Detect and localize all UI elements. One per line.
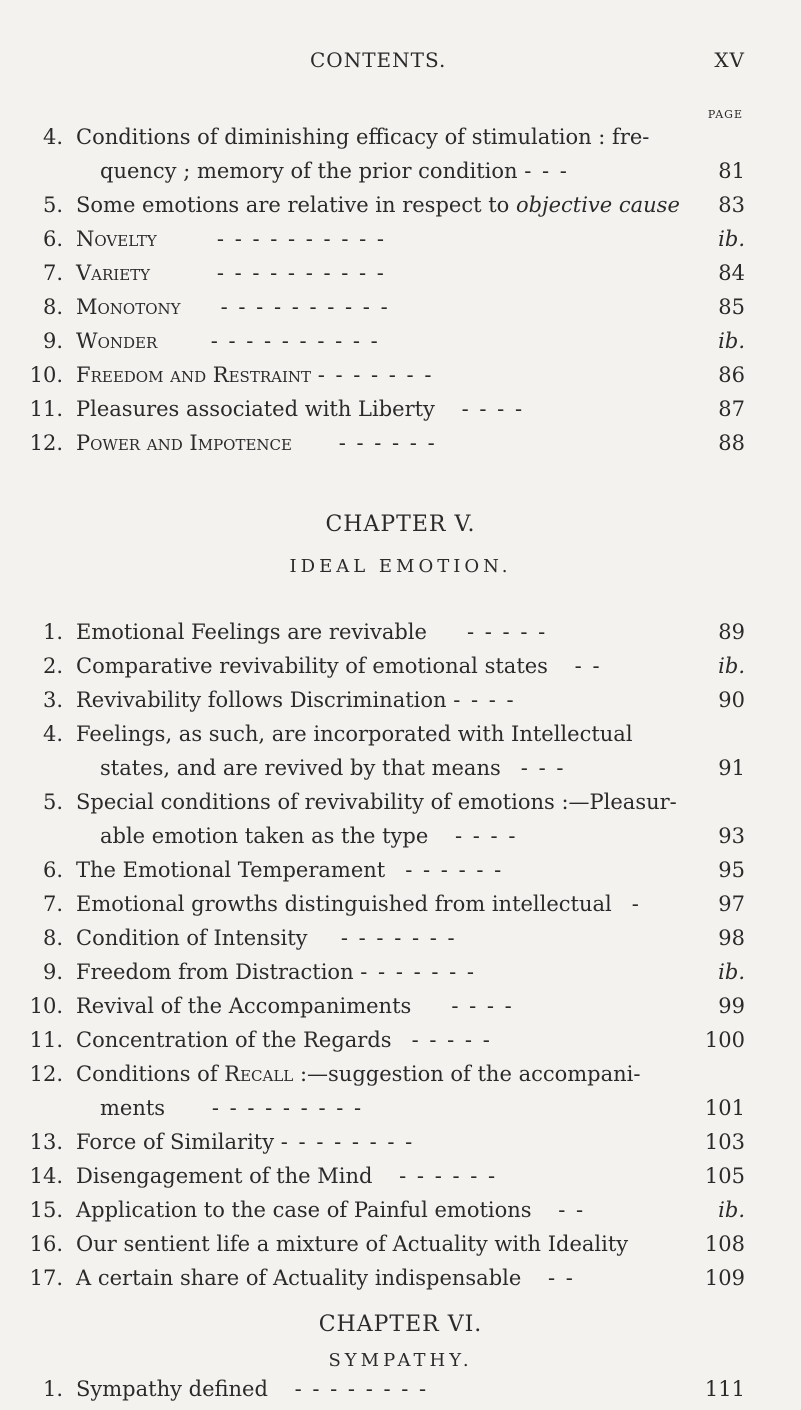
entry-text: Application to the case of Painful emotions [76,1198,532,1222]
entry-text-continued: able emotion taken as the type [100,824,429,848]
entry-number: 11. [29,1028,63,1052]
entry-text: Emotional Feelings are revivable [76,620,427,644]
entry-number: 1. [42,1377,63,1401]
entry-text: Wonder [76,329,158,353]
entry-text-italic: objective cause [515,193,680,217]
leader-dots: - - - - - - - [340,926,457,950]
entry-number: 1. [42,620,63,644]
entry-page: ib. [718,1198,745,1222]
entry-page: 81 [718,159,745,183]
entry-text-continued: ments [100,1096,166,1120]
leader-dots: - - - - - - - - - - [220,295,390,319]
entry-number: 5. [42,193,63,217]
entry-page: 108 [704,1232,745,1256]
leader-dots: - - - - [461,397,525,421]
entry-number: 5. [42,790,63,814]
entry-text: Feelings, as such, are incorporated with Intellectual [76,722,633,746]
entry-page: 93 [718,824,745,848]
entry-text: A certain share of Actuality indispensable [76,1266,522,1290]
entry-number: 6. [42,227,63,251]
leader-dots: - - - - - - [399,1164,498,1188]
entry-number: 8. [42,926,63,950]
leader-dots: - - - - - - [338,431,437,455]
chapter-heading: CHAPTER VI. [318,1312,483,1337]
leader-dots: - - - - - - - [317,363,434,387]
entry-page: 87 [718,397,745,421]
entry-text: Novelty [76,227,157,251]
entry-text-post: :—suggestion of the accompani- [293,1062,641,1086]
entry-page: 100 [704,1028,745,1052]
entry-page: 101 [704,1096,745,1120]
leader-dots: - - - [524,159,569,183]
entry-text: Freedom from Distraction [76,960,354,984]
entry-number: 17. [29,1266,63,1290]
leader-dots: - - - - [451,994,514,1018]
entry-text: Concentration of the Regards [76,1028,392,1052]
entry-number: 15. [29,1198,63,1222]
entry-page: 91 [718,756,745,780]
entry-number: 11. [29,397,63,421]
entry-text: Monotony [76,295,181,319]
leader-dots: - - - - - - [405,858,504,882]
entry-number: 13. [29,1130,63,1154]
entry-number: 9. [42,960,63,984]
page-number: XV [714,48,745,72]
leader-dots: - - - - - - - - - - [216,227,386,251]
entry-text: Revival of the Accompaniments [76,994,412,1018]
entry-page: 98 [718,926,745,950]
leader-dots: - - [574,654,602,678]
entry-number: 12. [29,1062,63,1086]
chapter-heading: CHAPTER V. [325,512,476,537]
leader-dots: - - - - - - - - [280,1130,415,1154]
running-title: CONTENTS. [310,48,447,72]
entry-page: 97 [718,892,745,916]
entry-number: 2. [42,654,63,678]
entry-text: Some emotions are relative in respect to [76,193,516,217]
leader-dots: - - [558,1198,586,1222]
entry-page: ib. [718,960,745,984]
entry-number: 12. [29,431,63,455]
entry-number: 10. [29,363,63,387]
leader-dots: - - - - - - - - - - [210,329,380,353]
leader-dots: - - - - [455,824,518,848]
entry-number: 14. [29,1164,63,1188]
entry-page: 83 [718,193,745,217]
leader-dots: - - - - [453,688,516,712]
entry-number: 8. [42,295,63,319]
entry-text: Variety [76,261,151,285]
entry-number: 6. [42,858,63,882]
entry-text: Our sentient life a mixture of Actuality with Ideality [76,1232,629,1256]
entry-page: 88 [718,431,745,455]
entry-page: 95 [718,858,745,882]
entry-page: 85 [718,295,745,319]
entry-text-smallcaps: Recall [224,1062,294,1086]
entry-number: 10. [29,994,63,1018]
entry-text: Freedom and Restraint [76,363,312,387]
entry-text: Force of Similarity [76,1130,275,1154]
entry-text: Conditions of diminishing efficacy of stimulation : fre- [76,125,650,149]
entry-page: ib. [718,654,745,678]
entry-page: ib. [718,227,745,251]
chapter-subtitle: SYMPATHY. [328,1350,473,1371]
entry-text: Special conditions of revivability of emotions :—Pleasur- [76,790,677,814]
entry-text: Disengagement of the Mind [76,1164,373,1188]
entry-page: 111 [704,1377,745,1401]
entry-text: The Emotional Temperament [76,858,386,882]
entry-page: 99 [718,994,745,1018]
entry-number: 4. [42,722,63,746]
leader-dots: - - - - - - - [360,960,477,984]
leader-dots: - - - - - [467,620,548,644]
entry-text: Sympathy defined [76,1377,268,1401]
entry-page: 90 [718,688,745,712]
leader-dots: - [631,892,641,916]
entry-page: 109 [704,1266,745,1290]
entry-text: Emotional growths distinguished from intellectual [76,892,612,916]
entry-text: Conditions of [76,1062,225,1086]
entry-page: ib. [718,329,745,353]
entry-page: 89 [718,620,745,644]
entry-page: 103 [704,1130,745,1154]
entry-text: Pleasures associated with Liberty [76,397,435,421]
entry-page: 105 [704,1164,745,1188]
entry-text-continued: quency ; memory of the prior condition [100,159,518,183]
entry-text: Comparative revivability of emotional states [76,654,548,678]
entry-text: Condition of Intensity [76,926,308,950]
leader-dots: - - - - - - - - [294,1377,429,1401]
page-column-label: PAGE [707,108,743,121]
entry-text: Revivability follows Discrimination [76,688,447,712]
leader-dots: - - - - - - - - - - [216,261,386,285]
entry-number: 4. [42,125,63,149]
entry-text: Power and Impotence [76,431,292,455]
leader-dots: - - - - - - - - - [211,1096,364,1120]
entry-number: 3. [42,688,63,712]
entry-number: 16. [29,1232,63,1256]
leader-dots: - - [547,1266,575,1290]
entry-number: 7. [42,892,63,916]
entry-number: 9. [42,329,63,353]
leader-dots: - - - [520,756,566,780]
entry-page: 86 [718,363,745,387]
chapter-subtitle: IDEAL EMOTION. [289,556,512,577]
leader-dots: - - - - - [411,1028,492,1052]
entry-text-continued: states, and are revived by that means [100,756,501,780]
entry-page: 84 [718,261,745,285]
entry-number: 7. [42,261,63,285]
